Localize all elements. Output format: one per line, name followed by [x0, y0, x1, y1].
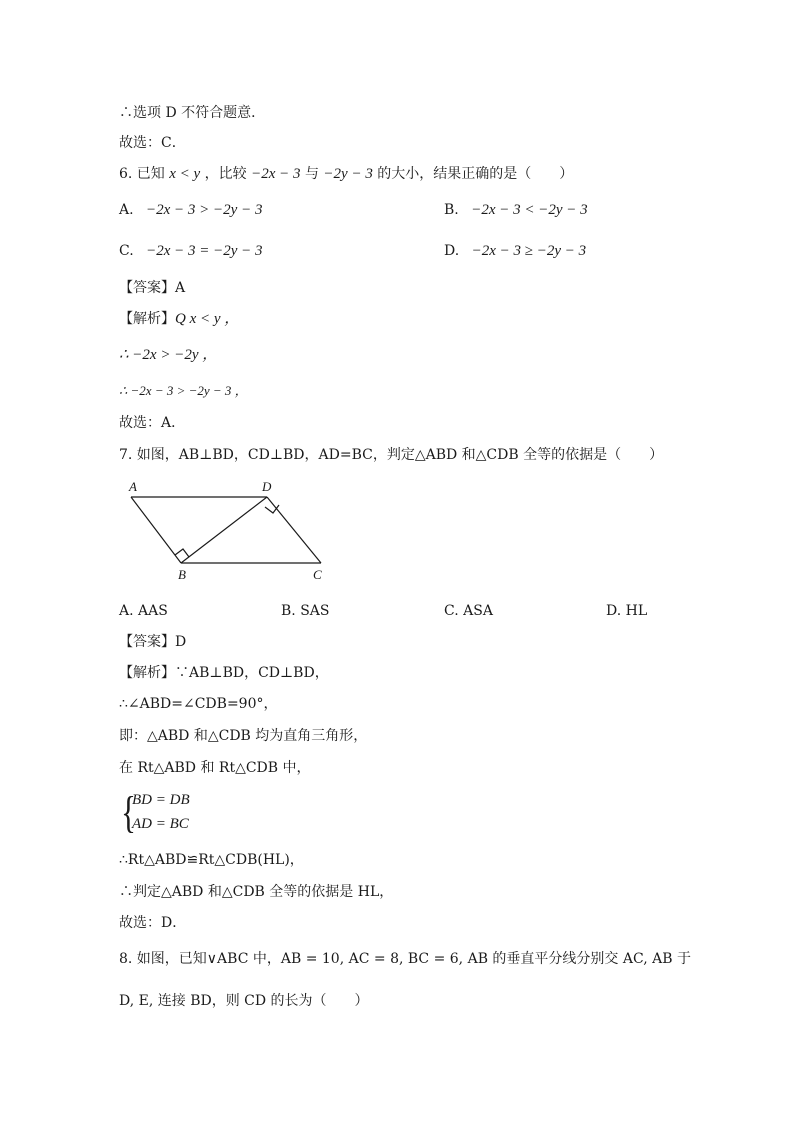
q7-analysis-5: ∴Rt△ABD≌Rt△CDB(HL)， [119, 852, 304, 868]
q7-option-c: C. ASA [444, 603, 493, 619]
vertex-label-c: C [313, 567, 322, 582]
system-brace: { [121, 788, 136, 837]
q7-option-a: A. AAS [119, 603, 168, 619]
q7-option-b: B. SAS [281, 603, 330, 619]
segment-b-a [131, 497, 181, 563]
q7-answer: 【答案】D [119, 634, 187, 650]
q6-option-a: A. −2x − 3 > −2y − 3 [119, 202, 263, 218]
parallelogram-outline [131, 497, 321, 563]
vertex-label-b: B [178, 567, 186, 582]
q7-figure [122, 478, 334, 584]
q6-analysis-3: ∴ −2x − 3 > −2y − 3 ， [119, 383, 248, 398]
q7-analysis-2: ∴∠ABD=∠CDB=90°， [119, 696, 278, 712]
prev-line-1: ∴选项 D 不符合题意． [119, 105, 266, 121]
q6-stem: 6. 已知 x < y ，比较 −2x − 3 与 −2y − 3 的大小，结果正确的是（ ） [119, 166, 574, 182]
q6-analysis-2: ∴ −2x > −2y ， [119, 347, 218, 363]
q6-option-b: B. −2x − 3 < −2y − 3 [444, 202, 588, 218]
q6-choose: 故选：A． [119, 415, 186, 431]
q7-analysis-1: 【解析】∵AB⊥BD，CD⊥BD， [119, 665, 329, 681]
prev-line-2: 故选：C． [119, 135, 186, 151]
q6-analysis-1: 【解析】Q x < y ， [119, 311, 240, 327]
q7-choose: 故选：D． [119, 915, 187, 931]
segment-d-c [267, 497, 321, 563]
vertex-label-a: A [129, 479, 137, 494]
right-angle-mark-b [175, 549, 189, 557]
q8-line-1: 8. 如图，已知∨ABC 中，AB = 10, AC = 8, BC = 6, AB 的垂直平分线分别交 AC, AB 于 [119, 951, 691, 967]
q7-system-eq-2: AD = BC [132, 816, 189, 832]
q6-answer: 【答案】A [119, 280, 186, 296]
q7-analysis-4: 在 Rt△ABD 和 Rt△CDB 中， [119, 760, 311, 776]
vertex-label-d: D [262, 479, 272, 494]
q7-system-eq-1: BD = DB [132, 792, 190, 808]
q7-stem: 7. 如图，AB⊥BD，CD⊥BD，AD=BC，判定△ABD 和△CDB 全等的依据是（ ） [119, 447, 664, 463]
q8-line-2: D, E, 连接 BD，则 CD 的长为（ ） [119, 993, 369, 1009]
q7-analysis-6: ∴判定△ABD 和△CDB 全等的依据是 HL， [119, 884, 394, 900]
q6-option-d: D. −2x − 3 ≥ −2y − 3 [444, 243, 587, 259]
q7-option-d: D. HL [606, 603, 648, 619]
q6-option-c: C. −2x − 3 = −2y − 3 [119, 243, 263, 259]
q7-analysis-3: 即：△ABD 和△CDB 均为直角三角形， [119, 728, 368, 744]
segment-b-d [181, 497, 267, 563]
